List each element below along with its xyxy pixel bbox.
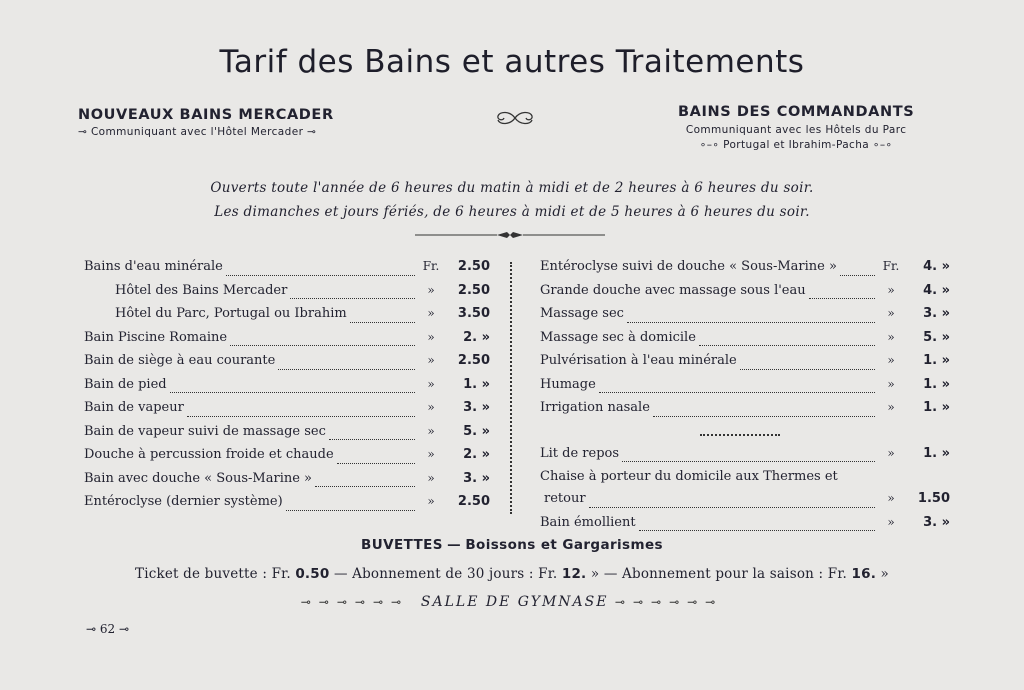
list-item: Bain de siège à eau courante » 2.50 bbox=[84, 353, 490, 368]
flourish-icon: ∘–∘ bbox=[872, 139, 893, 151]
flourish-icon: ⊸ bbox=[307, 126, 317, 138]
list-item: Bain de vapeur » 3. » bbox=[84, 400, 490, 415]
establishment-name: BAINS DES COMMANDANTS bbox=[678, 104, 915, 120]
list-item: Hôtel du Parc, Portugal ou Ibrahim » 3.50 bbox=[115, 306, 490, 321]
list-item: Bain de vapeur suivi de massage sec » 5. » bbox=[84, 423, 490, 439]
flourish-icon: ∘–∘ bbox=[699, 139, 720, 151]
list-item: Bain de pied » 1. » bbox=[84, 376, 490, 392]
section-separator bbox=[700, 424, 780, 436]
establishment-subtitle: Communiquant avec les Hôtels du Parc ∘–∘ Portugal et Ibrahim-Pacha ∘–∘ bbox=[685, 124, 907, 151]
list-item: Douche à percussion froide et chaude » 2. » bbox=[84, 447, 490, 462]
list-item: Massage sec à domicile » 5. » bbox=[540, 329, 950, 345]
establishment-commandants bbox=[678, 104, 914, 153]
buvettes-heading: BUVETTES — Boissons et Gargarismes bbox=[361, 537, 663, 553]
establishment-name: NOUVEAUX BAINS MERCADER bbox=[78, 107, 334, 123]
list-item: Grande douche avec massage sous l'eau » 4. » bbox=[540, 282, 950, 298]
establishment-subtitle: ⊸ Communiquant avec l'Hôtel Mercader ⊸ bbox=[78, 126, 317, 138]
divider-ornament-icon bbox=[415, 230, 605, 240]
price-column-left bbox=[84, 259, 490, 518]
list-item: Entéroclyse (dernier système) » 2.50 bbox=[84, 494, 490, 509]
list-item: Lit de repos » 1. » bbox=[540, 445, 950, 461]
list-item: Entéroclyse suivi de douche « Sous-Marine » Fr. 4. » bbox=[540, 259, 950, 274]
list-item: Chaise à porteur du domicile aux Thermes et bbox=[540, 469, 838, 484]
center-ornament-icon bbox=[494, 108, 536, 128]
list-item: Bain Piscine Romaine » 2. » bbox=[84, 329, 490, 345]
opening-hours: Ouverts toute l'année de 6 heures du matin à midi et de 2 heures à 6 heures du soir. Les dimanches et jours fériés, de 6 heures à midi et de 5 heures à 6 heures du soir. bbox=[210, 180, 814, 220]
flourish-icon: ⊸⊸⊸⊸⊸⊸ bbox=[300, 595, 421, 609]
list-item: Bain avec douche « Sous-Marine » » 3. » bbox=[84, 470, 490, 486]
list-item: Hôtel des Bains Mercader » 2.50 bbox=[115, 282, 490, 298]
gymnase-heading: ⊸⊸⊸⊸⊸⊸ SALLE DE GYMNASE ⊸⊸⊸⊸⊸⊸ bbox=[300, 594, 724, 610]
ticket-prices: Ticket de buvette : Fr. 0.50 — Abonnement de 30 jours : Fr. 12. » — Abonnement pour la saison : Fr. 16. » bbox=[134, 566, 889, 582]
list-item: Irrigation nasale » 1. » bbox=[540, 400, 950, 415]
flourish-icon: ⊸ bbox=[86, 622, 97, 636]
list-item: retour » 1.50 bbox=[544, 491, 950, 506]
list-item: Massage sec » 3. » bbox=[540, 306, 950, 321]
list-item: Pulvérisation à l'eau minérale » 1. » bbox=[540, 353, 950, 368]
establishment-mercader bbox=[78, 107, 334, 138]
price-column-right bbox=[540, 259, 950, 538]
column-separator bbox=[510, 262, 512, 514]
page-number: ⊸ 62 ⊸ bbox=[86, 622, 130, 636]
list-item: Bains d'eau minérale Fr. 2.50 bbox=[84, 259, 490, 274]
page-title: Tarif des Bains et autres Traitements bbox=[219, 44, 805, 80]
flourish-icon: ⊸ bbox=[78, 126, 88, 138]
list-item: Bain émollient » 3. » bbox=[540, 514, 950, 530]
flourish-icon: ⊸⊸⊸⊸⊸⊸ bbox=[614, 595, 724, 609]
list-item: Humage » 1. » bbox=[540, 376, 950, 392]
flourish-icon: ⊸ bbox=[119, 622, 130, 636]
